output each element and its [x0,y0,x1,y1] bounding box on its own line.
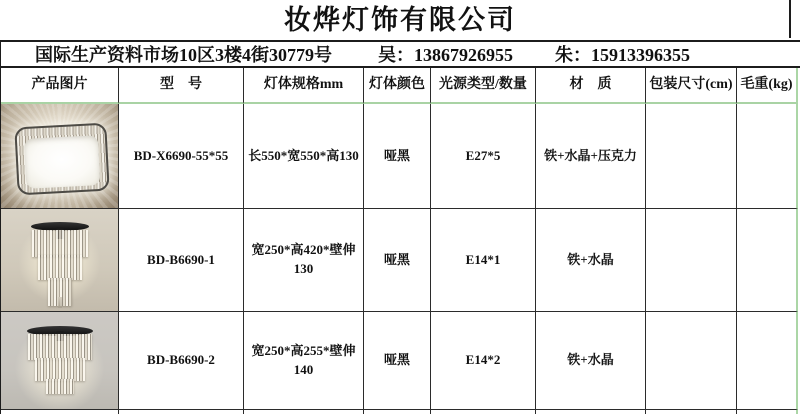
cell-body-color: 哑黑 [364,312,431,410]
ceiling-lamp-diffuser [24,135,101,189]
info-bar [0,42,800,68]
wall-lamp-crystal-tier [38,255,82,280]
cell-product-image [1,312,119,410]
contact-zhu: 朱：15913396355 [555,45,690,65]
cell-package-size [646,209,737,312]
product-image-ceiling-lamp [14,123,109,196]
cell-material: 铁+水晶 [536,312,646,410]
cell-package-size [646,312,737,410]
cell-empty [431,410,536,414]
cell-spec: 长550*宽550*高130 [244,104,364,209]
header-product-image: 产品图片 [1,68,119,104]
header-material: 材 质 [536,68,646,104]
wall-lamp-crystal-drop [58,297,62,308]
cell-empty [646,410,737,414]
cell-spec: 宽250*高420*壁伸130 [244,209,364,312]
wall-lamp-crystal-tier [35,358,85,381]
wall-lamp-crystal-tier [28,334,92,360]
title-bar [0,0,800,42]
cell-model: BD-X6690-55*55 [119,104,244,209]
address-text: 国际生产资料市场10区3楼4街30779号 [35,45,332,65]
contact-wu: 吴：13867926955 [378,45,513,65]
cell-gross-weight [737,312,798,410]
cell-empty [1,410,119,414]
cell-empty [737,410,798,414]
cell-light-source: E14*1 [431,209,536,312]
cell-empty [244,410,364,414]
wall-lamp-crystal-tier [32,230,88,257]
cell-spec: 宽250*高255*壁伸140 [244,312,364,410]
product-table [0,68,798,414]
cell-model: BD-B6690-2 [119,312,244,410]
company-name: 妆烨灯饰有限公司 [284,5,516,35]
cell-body-color: 哑黑 [364,209,431,312]
header-light-source: 光源类型/数量 [431,68,536,104]
cell-model: BD-B6690-1 [119,209,244,312]
wall-lamp-crystal-tier [46,379,74,394]
header-body-color: 灯体颜色 [364,68,431,104]
cell-gross-weight [737,104,798,209]
cell-gross-weight [737,209,798,312]
header-model: 型 号 [119,68,244,104]
cell-light-source: E14*2 [431,312,536,410]
cell-material: 铁+水晶+压克力 [536,104,646,209]
cell-product-image [1,209,119,312]
cell-empty [364,410,431,414]
header-gross-weight: 毛重(kg) [737,68,798,104]
cell-light-source: E27*5 [431,104,536,209]
cell-body-color: 哑黑 [364,104,431,209]
cell-package-size [646,104,737,209]
cell-empty [536,410,646,414]
cell-material: 铁+水晶 [536,209,646,312]
header-package-size: 包装尺寸(cm) [646,68,737,104]
cell-product-image [1,104,119,209]
header-spec: 灯体规格mm [244,68,364,104]
cell-empty [119,410,244,414]
